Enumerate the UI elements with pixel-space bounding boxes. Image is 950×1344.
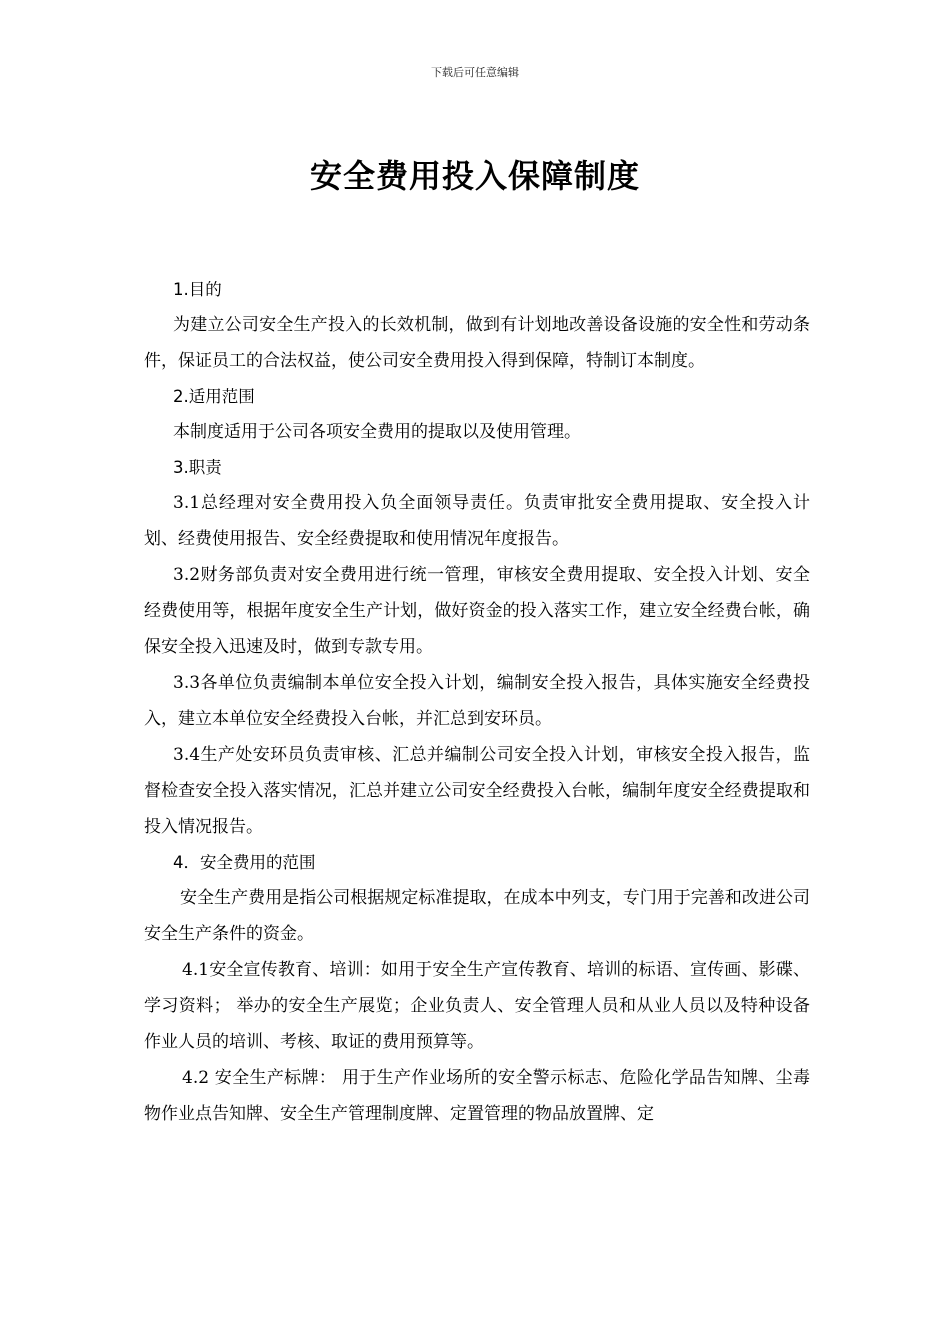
clause-3-4: 3.4生产处安环员负责审核、汇总并编制公司安全投入计划，审核安全投入报告，监督检查安全投入落实情况，汇总并建立公司安全经费投入台帐，编制年度安全经费提取和投入情况报告。 [144,745,810,837]
header-note: 下载后可任意编辑 [431,66,519,79]
clause-3-2: 3.2财务部负责对安全费用进行统一管理，审核安全费用提取、安全投入计划、安全经费使用等，根据年度安全生产计划，做好资金的投入落实工作，建立安全经费台帐，确保安全投入迅速及时，做到专款专用。 [144,565,810,657]
section-4-heading: 4．安全费用的范围 [173,853,316,872]
section-4-paragraph: 安全生产费用是指公司根据规定标准提取，在成本中列支，专门用于完善和改进公司安全生产条件的资金。 [144,888,810,944]
section-2-paragraph: 本制度适用于公司各项安全费用的提取以及使用管理。 [173,422,581,442]
document-title: 安全费用投入保障制度 [309,157,640,195]
clause-3-3: 3.3各单位负责编制本单位安全投入计划，编制安全投入报告，具体实施安全经费投入，建立本单位安全经费投入台帐，并汇总到安环员。 [144,673,810,729]
clause-4-2: 4.2 安全生产标牌： 用于生产作业场所的安全警示标志、危险化学品告知牌、尘毒物作业点告知牌、安全生产管理制度牌、定置管理的物品放置牌、定 [144,1068,810,1124]
section-1-paragraph: 为建立公司安全生产投入的长效机制，做到有计划地改善设备设施的安全性和劳动条件，保证员工的合法权益，使公司安全费用投入得到保障，特制订本制度。 [144,315,810,371]
clause-3-1: 3.1总经理对安全费用投入负全面领导责任。负责审批安全费用提取、安全投入计划、经费使用报告、安全经费提取和使用情况年度报告。 [144,493,810,549]
section-1-heading: 1.目的 [173,280,222,299]
document-body [144,272,810,1132]
section-2-heading: 2.适用范围 [173,387,255,406]
section-3-heading: 3.职责 [173,458,222,477]
clause-4-1: 4.1安全宣传教育、培训：如用于安全生产宣传教育、培训的标语、宣传画、影碟、学习资料； 举办的安全生产展览；企业负责人、安全管理人员和从业人员以及特种设备作业人员的培训、考核、取证的费用预算等。 [144,960,810,1052]
